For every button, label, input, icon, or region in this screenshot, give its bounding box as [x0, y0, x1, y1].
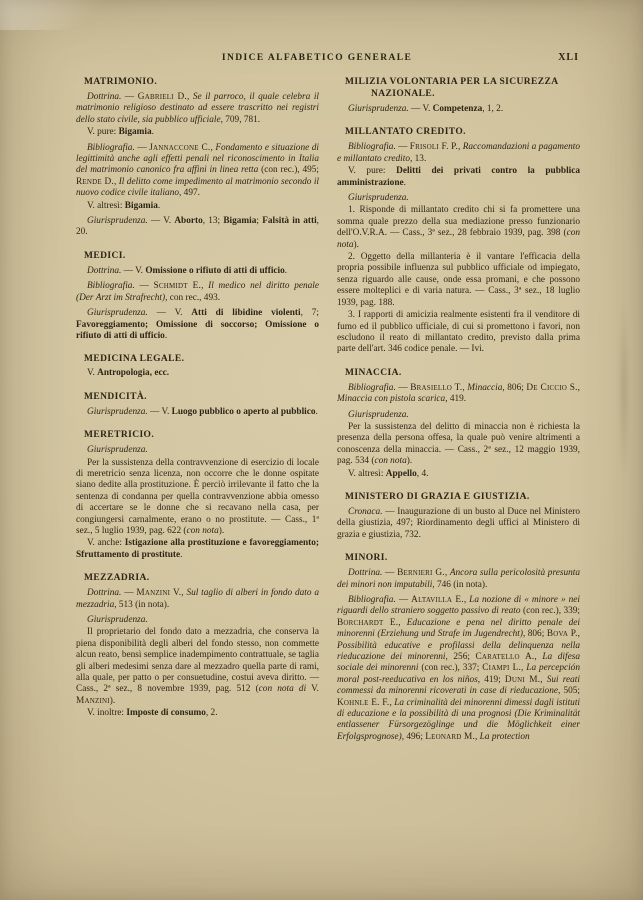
entry-heading: MEDICI.	[84, 250, 126, 261]
index-column-right	[337, 76, 580, 754]
entry-paragraph: Giurisprudenza. — V. Aborto, 13; Bigamia; Falsità in atti, 20.	[76, 216, 319, 238]
entry-paragraph: Bibliografia. — Jannaccone C., Fondamento e situazione di legittimità anche agli effetti penali nel riconoscimento in Italia del matrimonio canonico fra affini in linea retta (con rec.), 495; Rende D., Il delitto come impedimento al matrimonio secondo il nuovo codice civile italiano, 497.	[76, 142, 320, 199]
entry-paragraph: Bibliografia. — Brasiello T., Minaccia, 806; De Ciccio S., Minaccia con pistola scarica, 419.	[337, 382, 580, 405]
entry-paragraph: Dottrina. — V. Omissione o rifiuto di atti di ufficio.	[87, 265, 288, 276]
entry-heading: MATRIMONIO.	[84, 77, 158, 87]
index-entry	[337, 126, 580, 355]
entry-paragraph: V. inoltre: Imposte di consumo, 2.	[87, 708, 218, 719]
page-number: XLI	[558, 52, 579, 63]
entry-paragraph: 1. Risponde di millantato credito chi si fa promettere una somma quale prezzo della sua mediazione presso funzionario dell'O.V.R.A. — Cass., 3ª sez., 28 febbraio 1939, pag. 398 (con nota).	[337, 205, 580, 250]
entry-heading: MEZZADRIA.	[84, 573, 150, 584]
index-entry	[76, 429, 319, 561]
entry-paragraph: V. Antropologia, ecc.	[87, 368, 170, 379]
entry-paragraph: Cronaca. — Inaugurazione di un busto al Duce nel Ministero della giustizia, 497; Riordinamento degli uffici al Ministero di grazia e giustizia, 732.	[337, 506, 580, 540]
index-column-left	[76, 76, 319, 754]
entry-paragraph: Dottrina. — Gabrieli D., Se il parroco, il quale celebra il matrimonio religioso destinato ad essere trascritto nei registri dello stato civile, sia pubblico ufficiale, 709, 781.	[76, 92, 320, 125]
entry-paragraph: Bibliografia. — Altavilla E., La nozione di « minore » nei riguardi dello straniero soggetto passivo di reato (con rec.), 339; Borchardt E., Educazione e pena nel diritto penale dei minorenni (Erziehung und Strafe im Jugendrecht), 806; Bova P., Possibilità educative e profilassi della delinquenza nella rieducazione dei minorenni, 256; Caratello A., La difesa sociale dei minorenni (con rec.), 337; Ciampi L., La percepción moral post-reeducativa en los niños, 419; Duni M., Sui reati commessi da minorenni ricoverati in case di rieducazione, 505; Kohnle E. F., La criminalità dei minorenni dimessi dagli istituti di educazione e la possibilità di una prognosi (Die Kriminalität entlassener Fürsorgezöglinge und die Möglichkeit einer Erfolgsprognose), 496; Leonard M., La protection	[337, 595, 580, 742]
entry-paragraph: V. pure: Delitti dei privati contro la pubblica amministrazione.	[337, 166, 581, 188]
entry-paragraph: Giurisprudenza. — V. Atti di libidine violenti, 7; Favoreggiamento; Omissione di soccorso; Omissione o rifiuto di atti di ufficio.	[76, 308, 319, 341]
index-entry	[76, 76, 319, 239]
entry-paragraph: 2. Oggetto della millanteria è il vantare l'efficacia della propria possibile influenza sul pubblico ufficiale od impiegato, senza riguardo alle cause, onde essa promani, e che possono essere molteplici e di varia natura. — Cass., 3ª sez., 18 luglio 1939, pag. 188.	[337, 252, 580, 308]
entry-paragraph: Per la sussistenza del delitto di minaccia non è richiesta la presenza della persona offesa, la quale può venire altrimenti a conoscenza della minaccia. — Cass., 2ª sez., 12 maggio 1939, pag. 534 (con nota).	[337, 421, 580, 467]
entry-paragraph: V. altresì: Bigamia.	[87, 200, 161, 211]
entry-paragraph: Giurisprudenza.	[348, 193, 409, 204]
running-title: INDICE ALFABETICO GENERALE	[221, 53, 413, 63]
scan-smudge-artifact	[619, 300, 629, 480]
entry-heading: MILLANTATO CREDITO.	[345, 127, 466, 138]
entry-paragraph: Per la sussistenza della contravvenzione di esercizio di locale di meretricio senza licenza, non occorre che le donne ospitate siano dedite alla prostituzione. È perciò irrilevante il fatto che la sentenza di condanna per quella contravvenzione abbia omesso di accertare se le donne che si recavano nella casa, per congiungersi carnalmente, erano o no prostitute. — Cass., 1ª sez., 5 luglio 1939, pag. 622 (con nota).	[76, 457, 319, 536]
entry-paragraph: 3. I rapporti di amicizia realmente esistenti fra il venditore di fumo ed il pubblico ufficiale, di cui si promettono i favori, non escludono il reato di millantato credito, previsto dalla prima parte dell'art. 346 codice penale. — Ivi.	[337, 310, 580, 355]
entry-paragraph: Dottrina. — Bernieri G., Ancora sulla pericolosità presunta dei minori non imputabili, 746 (in nota).	[337, 568, 580, 590]
entry-paragraph: Il proprietario del fondo dato a mezzadria, che conserva la piena disponibilità degli alberi del fondo stesso, non commette alcun reato, bensì semplice inadempimento contrattuale, se taglia gli alberi medesimi senza dare al mezzadro quella parte di rami, alla quale, per patto o per consuetudine, costui aveva diritto. — Cass., 2ª sez., 8 novembre 1939, pag. 512 (con nota di V. Manzini).	[76, 627, 319, 706]
entry-paragraph: Giurisprudenza.	[87, 615, 148, 625]
entry-paragraph: Bibliografia. — Frisoli F. P., Raccomandazioni a pagamento e millantato credito, 13.	[337, 142, 580, 164]
entry-paragraph: Dottrina. — Manzini V., Sul taglio di alberi in fondo dato a mezzadria, 513 (in nota).	[76, 588, 319, 610]
entry-paragraph: Bibliografia. — Schmidt E., Il medico nel diritto penale (Der Arzt im Strafrecht), con rec., 493.	[76, 281, 319, 303]
index-entry	[337, 552, 580, 743]
entry-paragraph: V. anche: Istigazione alla prostituzione e favoreggiamento; Sfruttamento di prostitute.	[76, 538, 319, 560]
entry-paragraph: V. pure: Bigamia.	[87, 127, 154, 138]
entry-heading: MINORI.	[345, 553, 388, 564]
index-entry	[337, 491, 580, 541]
entry-paragraph: Giurisprudenza.	[87, 445, 148, 456]
entry-paragraph: Giurisprudenza. — V. Competenza, 1, 2.	[348, 104, 504, 114]
entry-paragraph: Giurisprudenza.	[348, 409, 409, 420]
index-entry	[337, 367, 580, 480]
index-entry	[337, 76, 580, 115]
entry-heading: MENDICITÀ.	[84, 391, 147, 402]
page-header	[76, 52, 579, 63]
index-entry	[76, 391, 319, 418]
index-columns	[76, 76, 581, 754]
entry-heading: MINACCIA.	[345, 367, 402, 378]
index-entry	[76, 250, 319, 342]
scan-light-artifact	[0, 0, 120, 30]
entry-heading: MINISTERO DI GRAZIA E GIUSTIZIA.	[345, 491, 530, 502]
entry-heading: MILIZIA VOLONTARIA PER LA SICUREZZA NAZIONALE.	[345, 77, 559, 99]
entry-paragraph: V. altresì: Appello, 4.	[348, 468, 429, 479]
index-entry	[76, 353, 319, 379]
entry-heading: MERETRICIO.	[84, 430, 155, 441]
entry-heading: MEDICINA LEGALE.	[84, 354, 185, 365]
entry-paragraph: Giurisprudenza. — V. Luogo pubblico o aperto al pubblico.	[87, 406, 318, 417]
index-entry	[76, 572, 319, 719]
